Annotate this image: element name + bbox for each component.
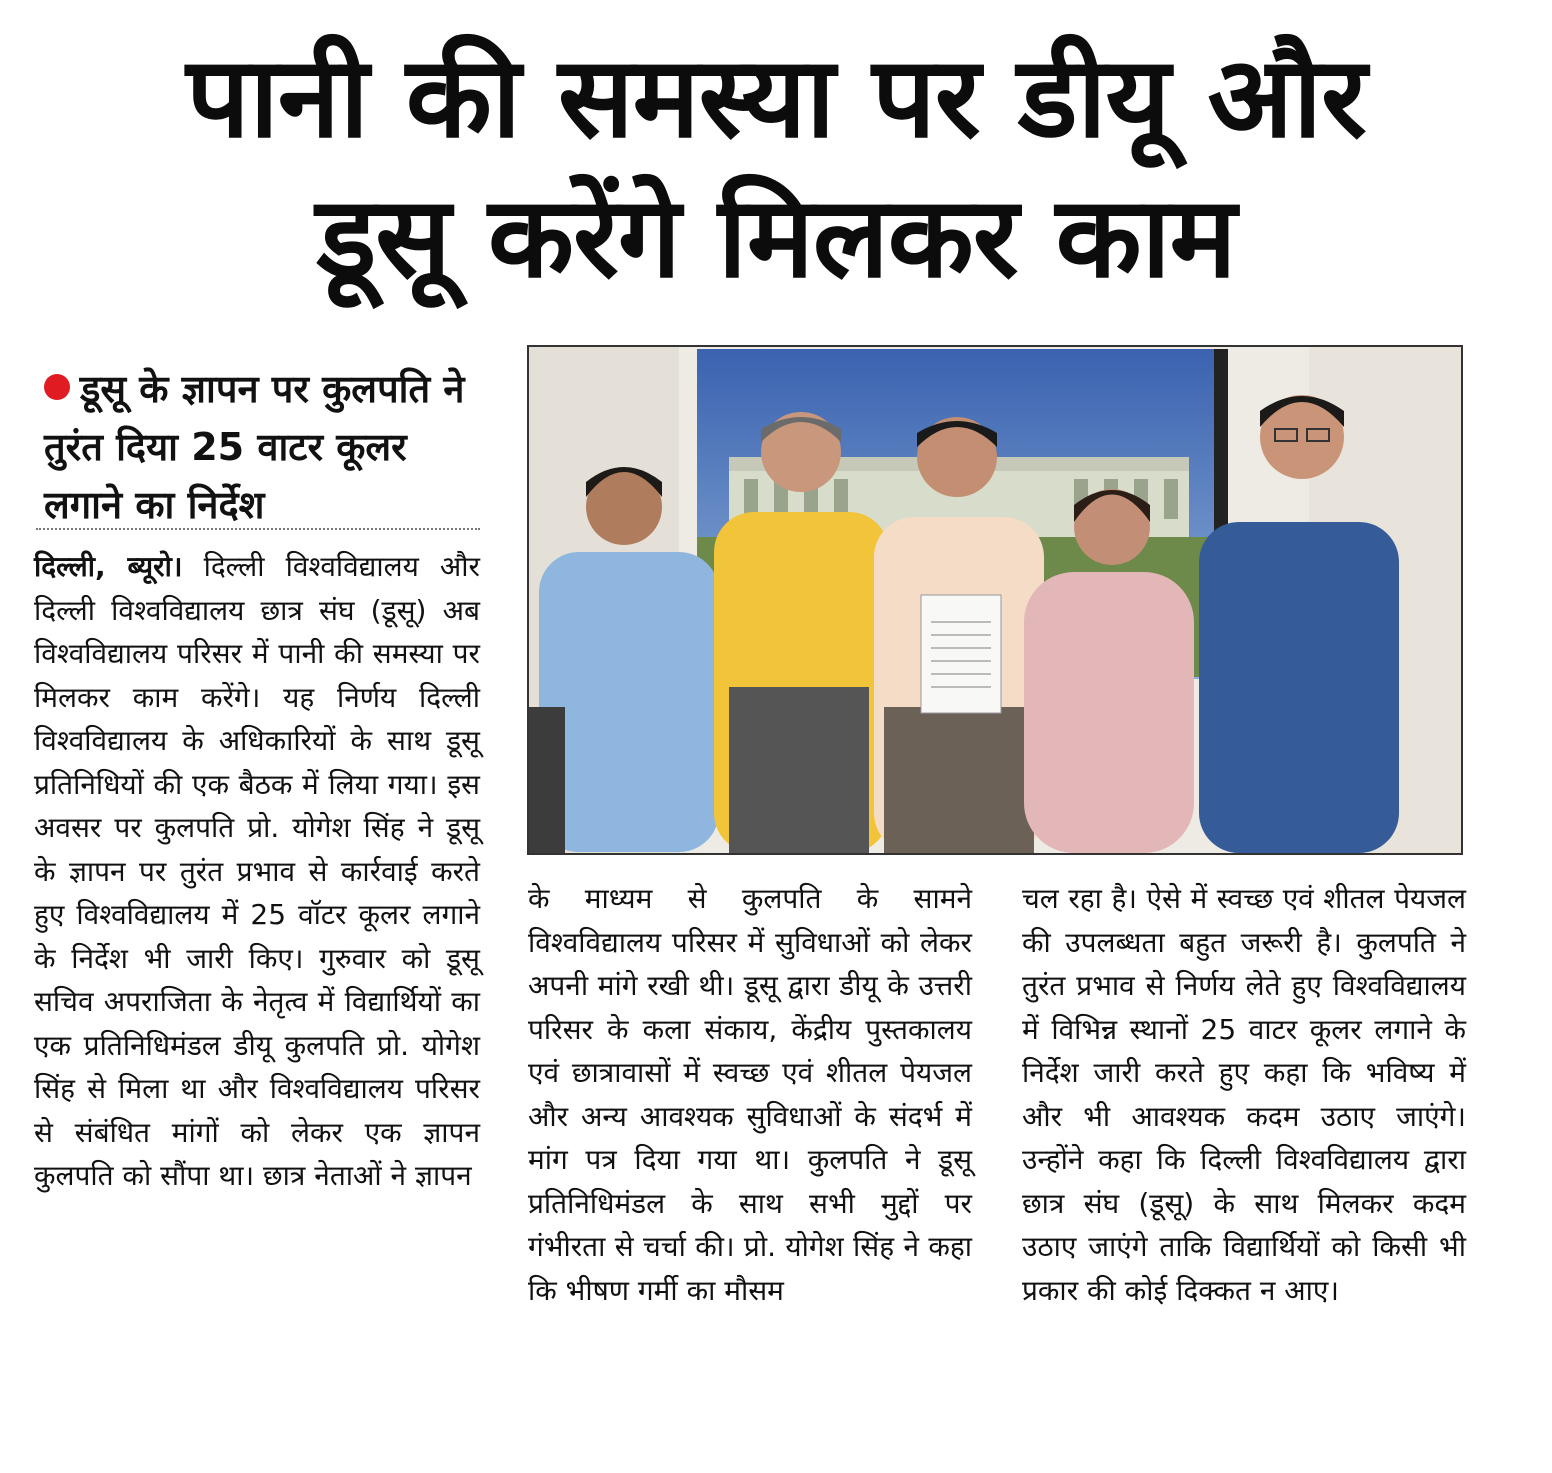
column-1-text: दिल्ली विश्वविद्यालय और दिल्ली विश्वविद्यालय छात्र संघ (डूसू) अब विश्वविद्यालय परिसर में पानी की समस्या पर मिलकर काम करेंगे। यह निर्णय दिल्ली विश्वविद्यालय के अधिकारियों के साथ डूसू प्रतिनिधियों की एक बैठक में लिया गया। इस अवसर पर कुलपति प्रो. योगेश सिंह ने डूसू के ज्ञापन पर तुरंत प्रभाव से कार्रवाई करते हुए विश्वविद्यालय में 25 वॉटर कूलर लगाने के निर्देश भी जारी किए। गुरुवार को डूसू सचिव अपराजिता के नेतृत्व में विद्यार्थियों का एक प्रतिनिधिमंडल डीयू कुलपति प्रो. योगेश सिंह से मिला था और विश्वविद्यालय परिसर से संबंधित मांगों को लेकर एक ज्ञापन कुलपति को सौंपा था। छात्र नेताओं ने ज्ञापन xyxy=(34,550,481,1192)
headline-line-1: पानी की समस्या पर डीयू और xyxy=(186,33,1366,163)
red-bullet-icon xyxy=(44,374,70,400)
subheadline-divider xyxy=(36,528,480,530)
dateline: दिल्ली, ब्यूरो। xyxy=(34,550,183,583)
article-column-1 xyxy=(34,545,480,1198)
photo-illustration xyxy=(529,347,1461,853)
column-2-text: के माध्यम से कुलपति के सामने विश्वविद्यालय परिसर में सुविधाओं को लेकर अपनी मांगे रखी थी। डूसू द्वारा डीयू के उत्तरी परिसर के कला संकाय, केंद्रीय पुस्तकालय एवं छात्रावासों में स्वच्छ एवं शीतल पेयजल और अन्य आवश्यक सुविधाओं के संदर्भ में मांग पत्र दिया गया था। कुलपति ने डूसू प्रतिनिधिमंडल के साथ सभी मुद्दों पर गंभीरता से चर्चा की। प्रो. योगेश सिंह ने कहा कि भीषण गर्मी का मौसम xyxy=(528,882,972,1307)
headline xyxy=(30,28,1522,308)
headline-line-2: डूसू करेंगे मिलकर काम xyxy=(316,173,1236,303)
column-3-text: चल रहा है। ऐसे में स्वच्छ एवं शीतल पेयजल की उपलब्धता बहुत जरूरी है। कुलपति ने तुरंत प्रभाव से निर्णय लेते हुए विश्वविद्यालय में विभिन्न स्थानों 25 वाटर कूलर लगाने के निर्देश जारी करते हुए कहा कि भविष्य में और भी आवश्यक कदम उठाए जाएंगे। उन्होंने कहा कि दिल्ली विश्वविद्यालय द्वारा छात्र संघ (डूसू) के साथ मिलकर कदम उठाए जाएंगे ताकि विद्यार्थियों को किसी भी प्रकार की कोई दिक्कत न आए। xyxy=(1022,882,1466,1307)
news-photo xyxy=(527,345,1463,855)
article-column-2 xyxy=(528,877,972,1312)
subheadline-block xyxy=(44,360,480,534)
subheadline: डूसू के ज्ञापन पर कुलपति ने तुरंत दिया 25 वाटर कूलर लगाने का निर्देश xyxy=(44,367,465,527)
article-column-3 xyxy=(1022,877,1466,1312)
